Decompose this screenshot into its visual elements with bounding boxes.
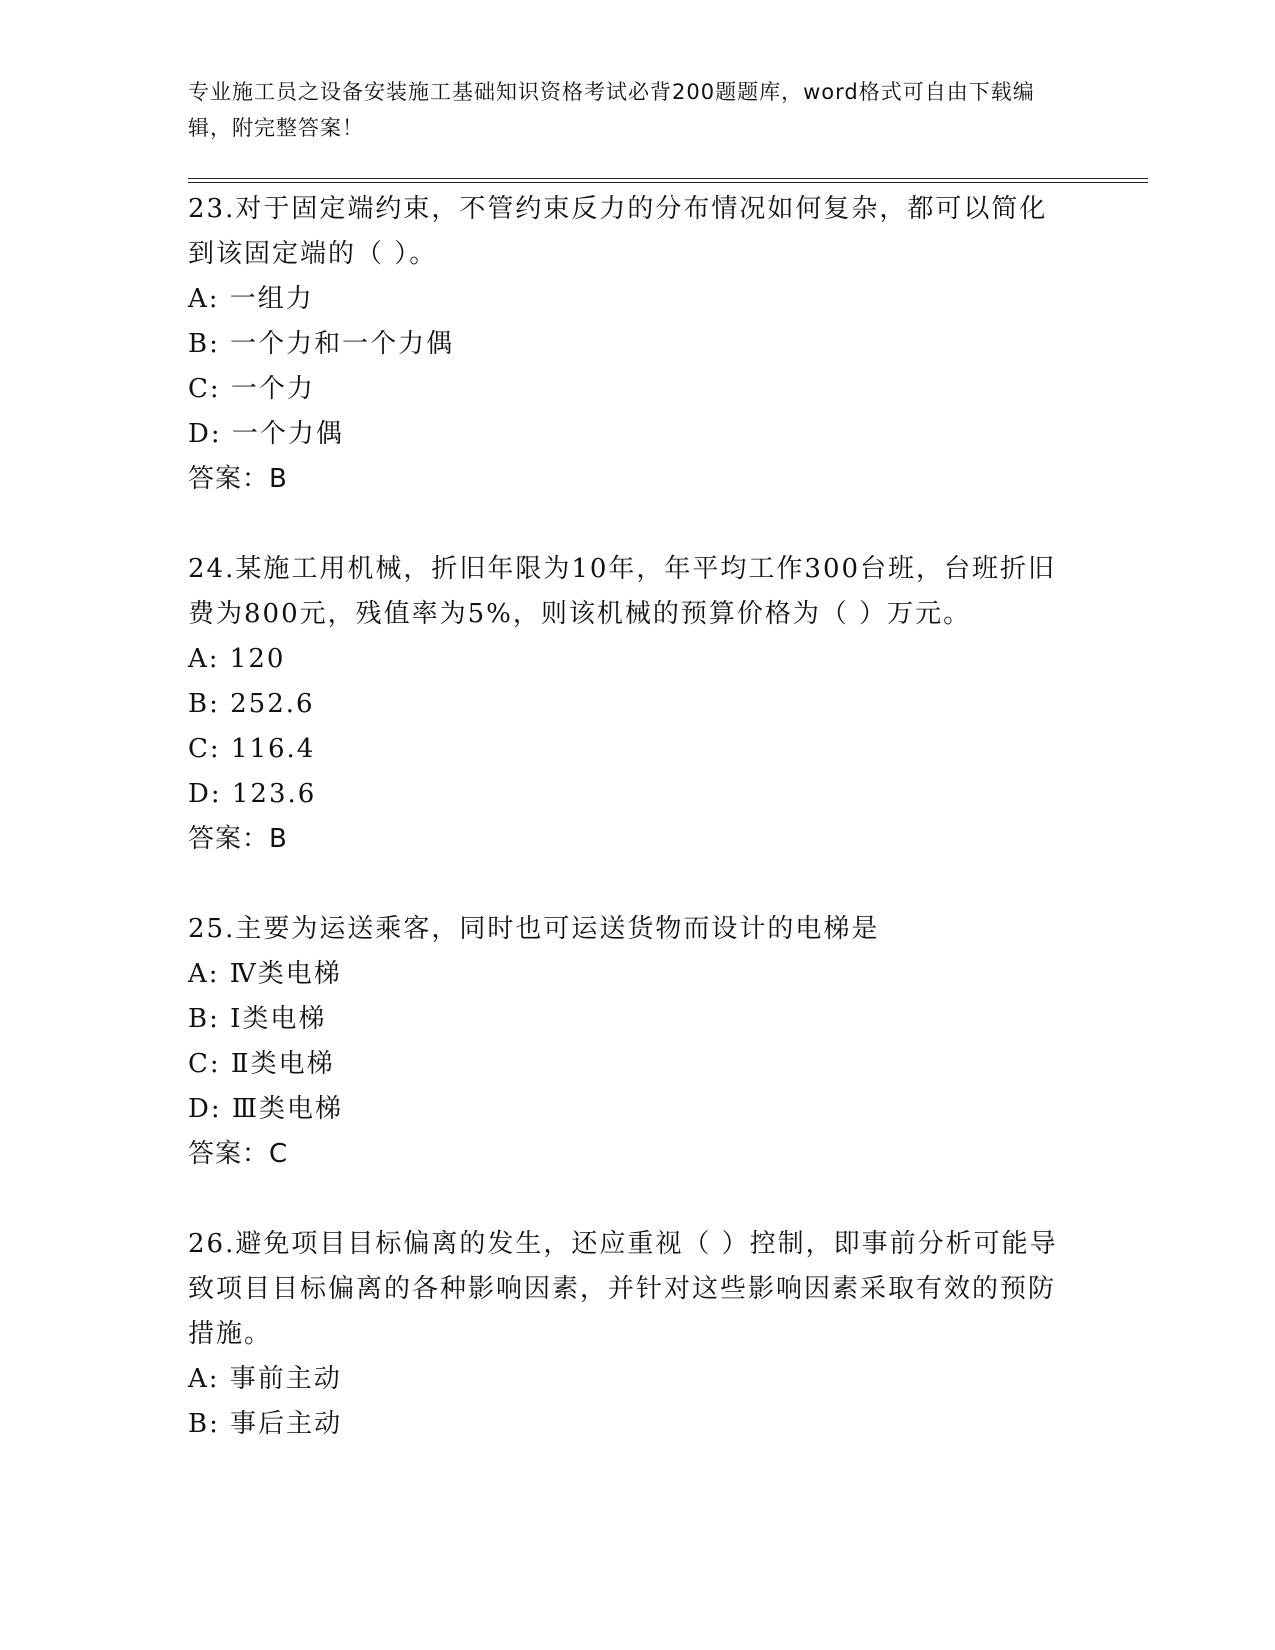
document-header: 专业施工员之设备安装施工基础知识资格考试必背200题题库，word格式可自由下载编辑，附完整答案！: [188, 80, 1035, 140]
question-24: [188, 547, 1068, 862]
question-23: [188, 187, 1068, 502]
option-list: [188, 637, 1068, 817]
answer-text: 答案：C: [188, 1139, 289, 1169]
option-b: B: Ⅰ类电梯: [188, 1004, 327, 1034]
option-d: D: 123.6: [188, 779, 317, 809]
question-stem: 24.某施工用机械，折旧年限为10年，年平均工作300台班，台班折旧费为800元，残值率为5%，则该机械的预算价格为（ ）万元。: [188, 554, 1057, 629]
option-c: C: Ⅱ类电梯: [188, 1049, 335, 1079]
question-list: [188, 187, 1068, 1447]
question-25: [188, 907, 1068, 1177]
answer-text: 答案：B: [188, 464, 288, 494]
header-divider: [188, 178, 1148, 183]
option-c: C: 116.4: [188, 734, 316, 764]
option-a: A: 一组力: [188, 284, 314, 314]
option-b: B: 事后主动: [188, 1409, 343, 1439]
question-stem: 23.对于固定端约束，不管约束反力的分布情况如何复杂，都可以简化到该固定端的（ ）。: [188, 194, 1048, 269]
option-d: D: Ⅲ类电梯: [188, 1094, 343, 1124]
option-d: D: 一个力偶: [188, 419, 344, 449]
option-c: C: 一个力: [188, 374, 315, 404]
option-a: A: Ⅳ类电梯: [188, 959, 342, 989]
question-stem: 25.主要为运送乘客，同时也可运送货物而设计的电梯是: [188, 914, 880, 944]
option-list: [188, 1357, 1068, 1447]
option-list: [188, 952, 1068, 1132]
option-a: A: 事前主动: [188, 1364, 342, 1394]
option-list: [188, 277, 1068, 457]
option-a: A: 120: [188, 644, 286, 674]
question-26: [188, 1222, 1068, 1447]
question-stem: 26.避免项目目标偏离的发生，还应重视（ ）控制，即事前分析可能导致项目目标偏离的各种影响因素，并针对这些影响因素采取有效的预防措施。: [188, 1229, 1058, 1349]
option-b: B: 252.6: [188, 689, 315, 719]
answer-text: 答案：B: [188, 824, 288, 854]
option-b: B: 一个力和一个力偶: [188, 329, 455, 359]
